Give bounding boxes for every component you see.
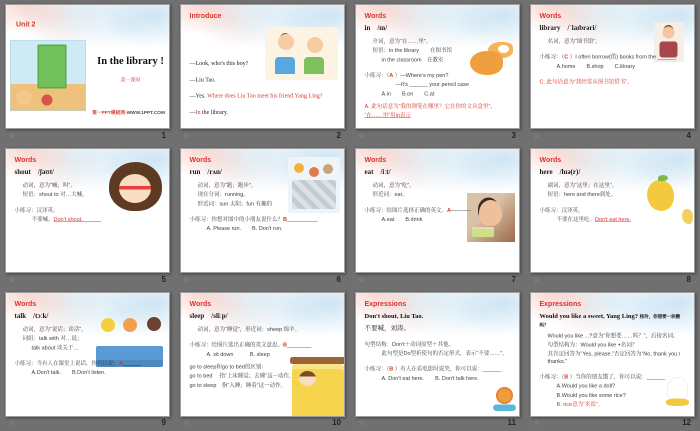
animation-star-icon: ☆ <box>8 418 16 427</box>
slide-canvas[interactable] <box>180 148 345 273</box>
slide-body: in /ɪn/ 介词，意为“在……里”。 短语：in the library 在图书馆 in the classroom 在教室 小练习：（A ）—Where's my pen? —It's ______ your pencil case A.in B.on C.at A. 此句话意为“我的钢笔在哪里？它在你的文具盒里”， “在……里”用in表示 <box>364 24 496 119</box>
slide-content <box>531 293 694 416</box>
thumbnail-meta <box>183 273 341 287</box>
slide-title: Words <box>189 299 212 308</box>
slide-title: Expressions <box>539 299 582 308</box>
slide-title: Words <box>189 155 212 164</box>
animation-star-icon: ☆ <box>358 275 366 284</box>
slide-thumbnail-3[interactable] <box>350 0 525 144</box>
slide-canvas[interactable] <box>530 4 695 129</box>
slide-body: —Look, who's this boy? —Liu Tao. —Yes. Where does Liu Tao meet his friend Yang Ling? —In the library. <box>189 59 323 116</box>
slide-thumbnail-6[interactable] <box>175 144 350 288</box>
animation-star-icon: ☆ <box>358 418 366 427</box>
slide-content <box>356 5 519 128</box>
slide-number: 6 <box>336 275 341 284</box>
slide-thumbnail-7[interactable] <box>350 144 525 288</box>
snail-illustration <box>493 386 516 411</box>
slide-thumbnail-9[interactable] <box>0 288 175 431</box>
animation-star-icon: ☆ <box>183 131 191 140</box>
slide-number: 5 <box>161 275 166 284</box>
slide-body: sleep /sliːp/ 动词，意为“睡觉”，形近词：sheep 绵羊。 小练习：给图片选出正确的英文意思。B________ A. sit down B. sleep go to sleep和go to bed的区别： go to bed 指“上床睡觉；去睡”这一动作， go to sleep 指“入睡；睡着”这一动作。 <box>189 312 312 389</box>
slide-content <box>356 293 519 416</box>
thumbnail-meta <box>8 416 166 430</box>
slide-number: 1 <box>161 131 166 140</box>
slide-thumbnail-10[interactable] <box>175 288 350 431</box>
slide-thumbnail-11[interactable] <box>350 288 525 431</box>
thumbnail-meta <box>358 129 516 143</box>
thumbnail-meta <box>358 273 516 287</box>
slide-title: Words <box>364 155 387 164</box>
slide-content <box>531 5 694 128</box>
slide-title: Introduce <box>189 11 222 20</box>
slide-thumbnail-2[interactable] <box>175 0 350 144</box>
animation-star-icon: ☆ <box>8 131 16 140</box>
slide-number: 9 <box>161 418 166 427</box>
thumbnail-meta <box>183 129 341 143</box>
slide-canvas[interactable] <box>5 292 170 417</box>
slide-thumbnail-5[interactable] <box>0 144 175 288</box>
slide-content <box>181 149 344 272</box>
slide-body: talk /tɔːk/ 动词，意为“说话；谈话”。 词组：talk with 对…说； talk about 谈关于… 小练习：当有人在课堂上说话，你可以说：A______ A.Don't talk. B.Don't listen. <box>14 312 142 376</box>
slide-body: library /ˈlaɪbrəri/ 名词，意为“图书馆”。 小练习：（C ）I often borrow(借) books from the ______. A.home B.shop C.library C. 此句话意为“我经常从图书馆借书”。 <box>539 24 678 86</box>
slide-thumbnail-12[interactable] <box>525 288 700 431</box>
thumbnail-meta <box>533 273 691 287</box>
slide-canvas[interactable] <box>355 292 520 417</box>
slide-number: 12 <box>682 418 691 427</box>
thumbnail-meta <box>533 129 691 143</box>
slide-body: eat /iːt/ 动词，意为“吃”。 形近词：ear。 小练习：给图片选择正确的英文。A───── A.eat B.drink <box>364 168 471 223</box>
slide-title: Words <box>364 11 387 20</box>
animation-star-icon: ☆ <box>183 275 191 284</box>
slide-thumbnail-4[interactable] <box>525 0 700 144</box>
thumbnail-meta <box>8 129 166 143</box>
slide-content <box>356 149 519 272</box>
slide-content <box>531 149 694 272</box>
library-scene-illustration <box>10 40 86 111</box>
slide-thumbnail-1[interactable] <box>0 0 175 144</box>
animation-star-icon: ☆ <box>533 275 541 284</box>
animation-star-icon: ☆ <box>8 275 16 284</box>
slide-body: here /hɪə(r)/ 副词，意为“这里；在这里”。 短语：here and there到处。 小练习：汉译英。 不要在这里吃。Don't eat here. <box>539 168 631 223</box>
slide-canvas[interactable] <box>5 148 170 273</box>
slide-body: shout /ʃaʊt/ 动词，意为“喊；叫”。 短语：shout to 对…大喊。 小练习：汉译英。 不要喊。Don't shout.______ <box>14 168 102 223</box>
slide-canvas[interactable] <box>530 292 695 417</box>
slide-canvas[interactable] <box>180 4 345 129</box>
animation-star-icon: ☆ <box>358 131 366 140</box>
slide-canvas[interactable] <box>5 4 170 129</box>
animation-star-icon: ☆ <box>533 418 541 427</box>
slide-body: Would you like a sweet, Yang Ling? 杨玲，你想要一块糖吗？ Would you like ...?意为“你想要……吗？”，后接名词。 句型结构为：Would you like +名词？ 其肯定回答为“Yes, please.”否定回答为“No, thank you / thanks.” 小练习：（B ）当你的朋友饿了，你可以说：______ A.Would you like a doll? B.Would you like some rice? B. rice意为“米饭”。 <box>539 312 681 408</box>
slide-content <box>181 293 344 416</box>
slide-title: Words <box>539 11 562 20</box>
slide-thumbnail-8[interactable] <box>525 144 700 288</box>
slide-title: Expressions <box>364 299 407 308</box>
thumbnail-meta <box>8 273 166 287</box>
slide-number: 11 <box>507 418 516 427</box>
slide-content: Unit 2 In the library ! 第一课时 第一PPT模板网-WWW.1PPT.COM <box>6 5 169 128</box>
slide-content <box>181 5 344 128</box>
slide-canvas[interactable] <box>355 4 520 129</box>
thumbnail-meta <box>183 416 341 430</box>
thumbnail-meta <box>533 416 691 430</box>
slide-title: Words <box>14 155 37 164</box>
slide-number: 4 <box>686 131 691 140</box>
slide-content <box>6 293 169 416</box>
thumbnail-meta <box>358 416 516 430</box>
slide-canvas[interactable] <box>530 148 695 273</box>
slide-body: run /rʌn/ 动词，意为“跑；跑步”。 现在分词：running。 形近词：sun 太阳；fun 有趣的 小练习：你想对图中的小朋友说什么？B__________ A. Please run. B. Don't run. <box>189 168 318 232</box>
slide-content <box>6 149 169 272</box>
slide-number: 7 <box>511 275 516 284</box>
slide-canvas[interactable] <box>180 292 345 417</box>
slide-canvas[interactable] <box>355 148 520 273</box>
slide-number: 10 <box>332 418 341 427</box>
slide-number: 3 <box>511 131 516 140</box>
slide-number: 8 <box>686 275 691 284</box>
slide-body: Don't shout, Liu Tao. 不要喊，刘涛。 句型结构：Don't＋动词原型＋其他。 此句型是Do型祈使句的否定形式，表示“不要……”。 小练习：（B ）有人在看电影时说笑，你可以说：______ A. Don't eat here. B. Don't talk here. <box>364 312 508 382</box>
animation-star-icon: ☆ <box>533 131 541 140</box>
slide-title: Words <box>539 155 562 164</box>
animation-star-icon: ☆ <box>183 418 191 427</box>
slide-number: 2 <box>336 131 341 140</box>
slide-title: Words <box>14 299 37 308</box>
